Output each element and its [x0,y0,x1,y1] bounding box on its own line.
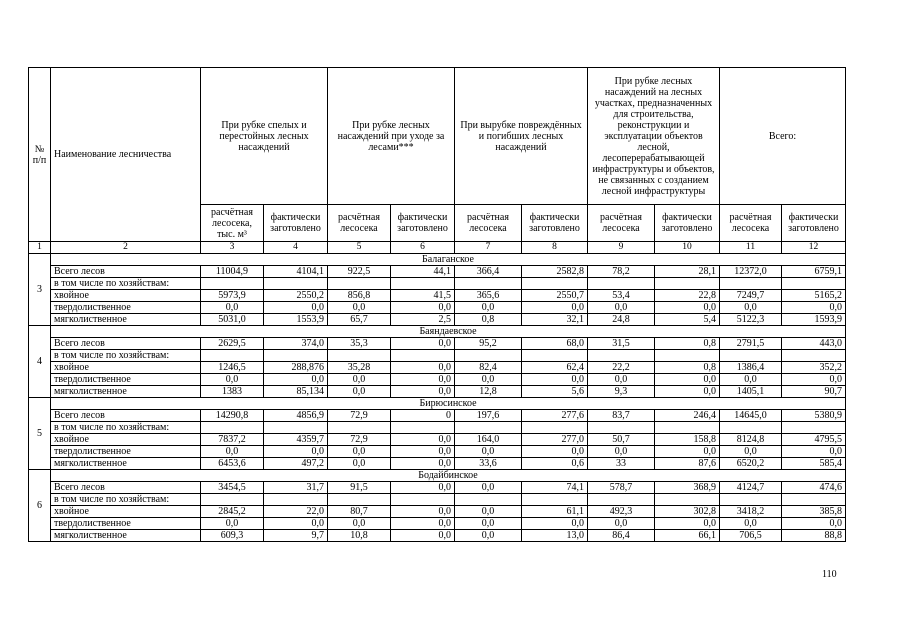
table-cell: 3454,5 [201,482,264,494]
table-cell: 706,5 [720,530,782,542]
header-group-construction: При рубке лесных насаждений на лесных участках, предназначенных для строительства, реконструкции и эксплуатации объектов лесной, лесоперерабатывающей инфраструктуры и объектов, не связанных с созданием лесной инфраструктуры [588,68,720,205]
table-cell [720,422,782,434]
table-row [29,362,846,374]
table-cell: 0,0 [391,518,455,530]
section-header-row [29,326,846,338]
table-cell: 61,1 [522,506,588,518]
table-cell: 0,0 [391,482,455,494]
table-cell: 0,0 [391,362,455,374]
table-row [29,410,846,422]
table-cell: 0,0 [588,302,655,314]
table-cell: 80,7 [328,506,391,518]
row-label: мягколиственное [51,530,201,542]
table-cell: 0,0 [655,302,720,314]
column-number: 1 [29,242,51,254]
table-row [29,374,846,386]
table-cell: 277,6 [522,410,588,422]
table-cell: 0,0 [328,374,391,386]
forest-harvest-table-sheet [28,67,846,542]
table-cell: 2582,8 [522,266,588,278]
table-cell [782,494,846,506]
table-cell: 585,4 [782,458,846,470]
table-cell: 0,0 [588,374,655,386]
table-cell: 0,0 [264,302,328,314]
table-cell: 9,7 [264,530,328,542]
table-cell: 1593,9 [782,314,846,326]
table-cell: 4124,7 [720,482,782,494]
table-cell: 12,8 [455,386,522,398]
table-cell: 62,4 [522,362,588,374]
table-row [29,518,846,530]
table-cell [588,278,655,290]
column-number: 8 [522,242,588,254]
column-number: 4 [264,242,328,254]
row-label: в том числе по хозяйствам: [51,350,201,362]
table-cell [391,278,455,290]
table-cell [522,494,588,506]
table-cell: 2,5 [391,314,455,326]
table-cell: 95,2 [455,338,522,350]
table-cell: 0,0 [264,518,328,530]
table-cell: 0,0 [328,518,391,530]
table-cell: 0,0 [655,446,720,458]
table-cell [522,350,588,362]
table-cell: 197,6 [455,410,522,422]
table-cell [328,278,391,290]
table-cell: 33 [588,458,655,470]
header-col-number: № п/п [29,68,51,242]
table-cell: 1246,5 [201,362,264,374]
table-cell: 856,8 [328,290,391,302]
column-number: 6 [391,242,455,254]
header-sub-actual: фактически заготовлено [655,205,720,242]
table-cell: 609,3 [201,530,264,542]
table-cell: 5,6 [522,386,588,398]
table-cell: 86,4 [588,530,655,542]
row-label: Всего лесов [51,410,201,422]
table-cell: 12372,0 [720,266,782,278]
table-cell: 5031,0 [201,314,264,326]
header-sub-actual: фактически заготовлено [522,205,588,242]
table-cell: 33,6 [455,458,522,470]
row-label: хвойное [51,290,201,302]
table-cell [522,422,588,434]
table-cell: 352,2 [782,362,846,374]
table-cell: 22,8 [655,290,720,302]
table-cell: 65,7 [328,314,391,326]
header-group-damaged: При вырубке повреждённых и погибших лесных насаждений [455,68,588,205]
table-cell: 0,0 [201,518,264,530]
table-cell: 6520,2 [720,458,782,470]
table-cell: 72,9 [328,410,391,422]
table-row [29,266,846,278]
table-cell: 0,0 [720,518,782,530]
table-cell: 53,4 [588,290,655,302]
table-row [29,530,846,542]
table-row [29,434,846,446]
table-cell: 0,0 [522,446,588,458]
table-cell: 1553,9 [264,314,328,326]
table-cell: 6453,6 [201,458,264,470]
table-cell [201,494,264,506]
table-cell: 50,7 [588,434,655,446]
table-row [29,386,846,398]
section-title: Бодайбинское [51,470,846,482]
table-row [29,422,846,434]
table-cell: 0,0 [391,302,455,314]
row-label: Всего лесов [51,482,201,494]
table-cell: 10,8 [328,530,391,542]
row-label: в том числе по хозяйствам: [51,494,201,506]
table-cell: 366,4 [455,266,522,278]
row-label: мягколиственное [51,314,201,326]
table-row [29,494,846,506]
row-label: хвойное [51,362,201,374]
header-col-name: Наименование лесничества [51,68,201,242]
column-number: 7 [455,242,522,254]
table-row [29,290,846,302]
table-cell: 5973,9 [201,290,264,302]
table-cell: 31,7 [264,482,328,494]
table-cell [201,422,264,434]
table-row [29,278,846,290]
table-cell: 365,6 [455,290,522,302]
header-sub-planned: расчётная лесосека [588,205,655,242]
table-cell: 2550,7 [522,290,588,302]
table-cell: 68,0 [522,338,588,350]
table-cell: 74,1 [522,482,588,494]
table-cell: 28,1 [655,266,720,278]
table-cell: 0,0 [455,518,522,530]
table-cell: 8124,8 [720,434,782,446]
table-row [29,302,846,314]
table-cell: 7249,7 [720,290,782,302]
table-cell [201,278,264,290]
table-cell: 0,0 [391,434,455,446]
table-cell: 14290,8 [201,410,264,422]
table-cell: 11004,9 [201,266,264,278]
row-label: Всего лесов [51,266,201,278]
table-cell [328,422,391,434]
row-label: твердолиственное [51,302,201,314]
header-sub-planned: расчётная лесосека [720,205,782,242]
section-header-row [29,398,846,410]
table-cell: 4359,7 [264,434,328,446]
table-row [29,314,846,326]
table-cell: 0,0 [588,446,655,458]
table-cell: 497,2 [264,458,328,470]
table-cell [655,422,720,434]
row-label: хвойное [51,506,201,518]
section-title: Бирюсинское [51,398,846,410]
table-cell: 443,0 [782,338,846,350]
table-cell: 83,7 [588,410,655,422]
table-cell: 88,8 [782,530,846,542]
table-cell: 0,0 [264,374,328,386]
table-cell: 1383 [201,386,264,398]
table-cell [655,350,720,362]
table-cell [264,422,328,434]
table-cell [391,494,455,506]
header-sub-actual: фактически заготовлено [782,205,846,242]
table-cell [455,422,522,434]
table-row [29,446,846,458]
table-cell: 72,9 [328,434,391,446]
header-sub-actual: фактически заготовлено [391,205,455,242]
table-cell: 0,0 [455,374,522,386]
header-row-numbers [29,242,846,254]
table-cell: 0,0 [328,386,391,398]
table-cell: 1405,1 [720,386,782,398]
table-cell: 2845,2 [201,506,264,518]
table-cell: 0,0 [391,506,455,518]
table-cell: 4104,1 [264,266,328,278]
table-cell: 0,0 [522,374,588,386]
table-cell: 41,5 [391,290,455,302]
table-cell [391,422,455,434]
column-number: 11 [720,242,782,254]
section-number: 3 [29,254,51,326]
column-number: 12 [782,242,846,254]
table-cell: 0,6 [522,458,588,470]
row-label: в том числе по хозяйствам: [51,422,201,434]
row-label: твердолиственное [51,446,201,458]
row-label: Всего лесов [51,338,201,350]
table-cell: 0,0 [391,374,455,386]
table-cell: 4795,5 [782,434,846,446]
table-cell: 87,6 [655,458,720,470]
section-header-row [29,470,846,482]
table-cell [264,494,328,506]
section-title: Баяндаевское [51,326,846,338]
header-sub-planned: расчётная лесосека [328,205,391,242]
table-cell: 0,0 [328,302,391,314]
table-cell: 302,8 [655,506,720,518]
row-label: в том числе по хозяйствам: [51,278,201,290]
table-cell [264,350,328,362]
table-cell: 90,7 [782,386,846,398]
table-cell: 922,5 [328,266,391,278]
table-cell: 385,8 [782,506,846,518]
table-cell [720,278,782,290]
section-title: Балаганское [51,254,846,266]
table-cell: 0,0 [720,302,782,314]
table-cell: 13,0 [522,530,588,542]
table-cell: 368,9 [655,482,720,494]
table-cell: 0 [391,410,455,422]
table-cell: 32,1 [522,314,588,326]
table-cell: 0,0 [655,374,720,386]
table-cell: 31,5 [588,338,655,350]
table-cell: 0,0 [201,302,264,314]
table-cell: 0,0 [455,302,522,314]
section-number: 6 [29,470,51,542]
table-cell: 288,876 [264,362,328,374]
table-cell: 14645,0 [720,410,782,422]
table-cell: 0,0 [328,458,391,470]
row-label: мягколиственное [51,458,201,470]
table-cell: 2791,5 [720,338,782,350]
page-number: 110 [822,569,837,580]
header-sub-planned: расчётная лесосека [455,205,522,242]
table-cell: 492,3 [588,506,655,518]
table-cell: 374,0 [264,338,328,350]
table-cell: 5122,3 [720,314,782,326]
table-cell [455,278,522,290]
table-cell [655,278,720,290]
table-cell [201,350,264,362]
table-cell [588,350,655,362]
row-label: мягколиственное [51,386,201,398]
table-cell: 0,0 [720,374,782,386]
table-cell: 22,2 [588,362,655,374]
section-header-row [29,254,846,266]
table-cell: 85,134 [264,386,328,398]
column-number: 10 [655,242,720,254]
table-row [29,458,846,470]
row-label: хвойное [51,434,201,446]
header-group-mature: При рубке спелых и перестойных лесных насаждений [201,68,328,205]
table-cell: 0,0 [522,518,588,530]
table-cell: 44,1 [391,266,455,278]
table-cell: 35,3 [328,338,391,350]
table-cell: 5165,2 [782,290,846,302]
table-cell: 0,0 [391,446,455,458]
table-cell: 0,0 [455,506,522,518]
table-cell: 578,7 [588,482,655,494]
table-cell: 78,2 [588,266,655,278]
table-row [29,338,846,350]
table-row [29,350,846,362]
table-cell: 6759,1 [782,266,846,278]
table-cell: 0,0 [522,302,588,314]
table-cell: 0,0 [455,530,522,542]
table-cell: 0,0 [782,374,846,386]
table-cell: 0,0 [391,338,455,350]
table-cell: 4856,9 [264,410,328,422]
header-group-total: Всего: [720,68,846,205]
table-cell: 35,28 [328,362,391,374]
table-cell: 3418,2 [720,506,782,518]
table-cell [782,278,846,290]
table-cell: 246,4 [655,410,720,422]
table-cell: 0,0 [201,374,264,386]
table-row [29,506,846,518]
table-row [29,482,846,494]
table-cell: 0,0 [720,446,782,458]
table-cell: 0,0 [782,518,846,530]
table-cell: 158,8 [655,434,720,446]
table-cell [720,350,782,362]
table-cell: 0,8 [655,338,720,350]
table-cell: 22,0 [264,506,328,518]
table-cell [782,422,846,434]
table-cell: 164,0 [455,434,522,446]
row-label: твердолиственное [51,518,201,530]
column-number: 2 [51,242,201,254]
table-cell: 9,3 [588,386,655,398]
table-cell: 5380,9 [782,410,846,422]
table-cell [328,494,391,506]
row-label: твердолиственное [51,374,201,386]
table-cell: 0,0 [391,386,455,398]
header-sub-actual: фактически заготовлено [264,205,328,242]
table-cell: 0,0 [655,518,720,530]
table-cell: 0,0 [391,458,455,470]
table-cell: 24,8 [588,314,655,326]
table-cell [264,278,328,290]
table-cell [328,350,391,362]
table-cell: 0,0 [782,302,846,314]
column-number: 5 [328,242,391,254]
table-cell [655,494,720,506]
header-row-groups [29,68,846,205]
table-cell [522,278,588,290]
section-number: 5 [29,398,51,470]
table-cell: 0,0 [455,446,522,458]
table-cell: 0,8 [455,314,522,326]
table-cell: 474,6 [782,482,846,494]
table-cell: 2629,5 [201,338,264,350]
table-cell: 91,5 [328,482,391,494]
table-cell: 1386,4 [720,362,782,374]
table-cell: 5,4 [655,314,720,326]
table-cell: 0,0 [391,530,455,542]
table-cell: 0,0 [201,446,264,458]
table-cell: 0,0 [264,446,328,458]
section-number: 4 [29,326,51,398]
table-cell [720,494,782,506]
table-cell [391,350,455,362]
table-cell: 277,0 [522,434,588,446]
header-sub-planned: расчётная лесосека, тыс. м³ [201,205,264,242]
table-cell: 0,8 [655,362,720,374]
table-cell: 0,0 [328,446,391,458]
table-cell: 2550,2 [264,290,328,302]
table-cell: 82,4 [455,362,522,374]
table-cell: 0,0 [655,386,720,398]
table-cell [455,494,522,506]
table-cell: 0,0 [782,446,846,458]
header-group-thinning: При рубке лесных насаждений при уходе за лесами*** [328,68,455,205]
table-cell [782,350,846,362]
table-cell [588,422,655,434]
forest-harvest-table [28,67,846,542]
column-number: 3 [201,242,264,254]
column-number: 9 [588,242,655,254]
table-cell: 7837,2 [201,434,264,446]
table-cell: 66,1 [655,530,720,542]
table-cell: 0,0 [455,482,522,494]
table-cell: 0,0 [588,518,655,530]
table-cell [455,350,522,362]
table-cell [588,494,655,506]
